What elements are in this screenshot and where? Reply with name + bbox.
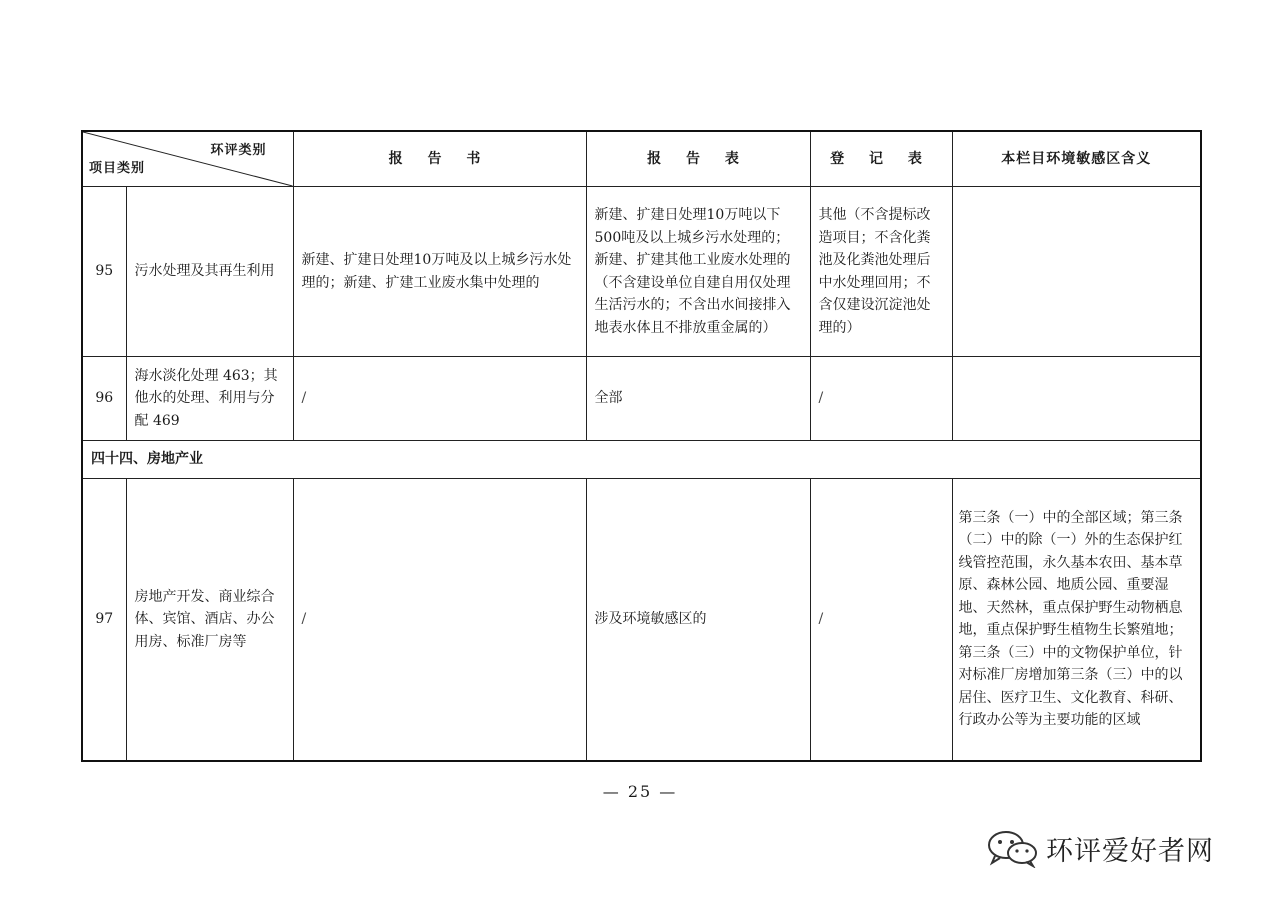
report-form-cell: 全部 [586, 357, 810, 441]
row-number: 95 [82, 187, 126, 357]
diagonal-header-cell [82, 131, 293, 187]
sensitive-area-cell: 第三条（一）中的全部区域；第三条（二）中的除（一）外的生态保护红线管控范围，永久基本农田、基本草原、森林公园、地质公园、重要湿地、天然林，重点保护野生动物栖息地，重点保护野生植物生长繁殖地；第三条（三）中的文物保护单位，针对标准厂房增加第三条（三）中的以居住、医疗卫生、文化教育、科研、行政办公等为主要功能的区域 [952, 479, 1201, 761]
table-row [82, 187, 1201, 357]
wechat-icon [986, 828, 1040, 868]
row-number: 97 [82, 479, 126, 761]
registration-cell: 其他（不含提标改造项目；不含化粪池及化粪池处理后中水处理回用；不含仅建设沉淀池处理的） [810, 187, 952, 357]
header-project-category: 项目类别 [89, 160, 146, 176]
table-row [82, 479, 1201, 761]
project-category: 海水淡化处理 463；其他水的处理、利用与分配 469 [126, 357, 293, 441]
header-sensitive-area: 本栏目环境敏感区含义 [952, 131, 1201, 187]
page-number: — 25 — [602, 782, 678, 801]
watermark-text: 环评爱好者网 [1046, 835, 1214, 867]
sensitive-area-cell [952, 187, 1201, 357]
row-number: 96 [82, 357, 126, 441]
header-report-form: 报 告 表 [586, 131, 810, 187]
report-book-cell: 新建、扩建日处理10万吨及以上城乡污水处理的；新建、扩建工业废水集中处理的 [293, 187, 586, 357]
registration-cell: / [810, 479, 952, 761]
report-form-cell: 新建、扩建日处理10万吨以下500吨及以上城乡污水处理的；新建、扩建其他工业废水处理的（不含建设单位自建自用仅处理生活污水的；不含出水间接排入地表水体且不排放重金属的） [586, 187, 810, 357]
report-book-cell: / [293, 479, 586, 761]
project-category: 房地产开发、商业综合体、宾馆、酒店、办公用房、标准厂房等 [126, 479, 293, 761]
registration-cell: / [810, 357, 952, 441]
watermark [986, 828, 1214, 868]
project-category: 污水处理及其再生利用 [126, 187, 293, 357]
report-book-cell: / [293, 357, 586, 441]
section-row [82, 441, 1201, 479]
report-form-cell: 涉及环境敏感区的 [586, 479, 810, 761]
header-eia-category: 环评类别 [210, 143, 267, 158]
table-row [82, 357, 1201, 441]
header-report-book: 报 告 书 [293, 131, 586, 187]
sensitive-area-cell [952, 357, 1201, 441]
header-registration-form: 登 记 表 [810, 131, 952, 187]
eia-classification-table [81, 130, 1202, 762]
table-header-row [82, 131, 1201, 187]
section-title: 四十四、房地产业 [82, 441, 1201, 479]
